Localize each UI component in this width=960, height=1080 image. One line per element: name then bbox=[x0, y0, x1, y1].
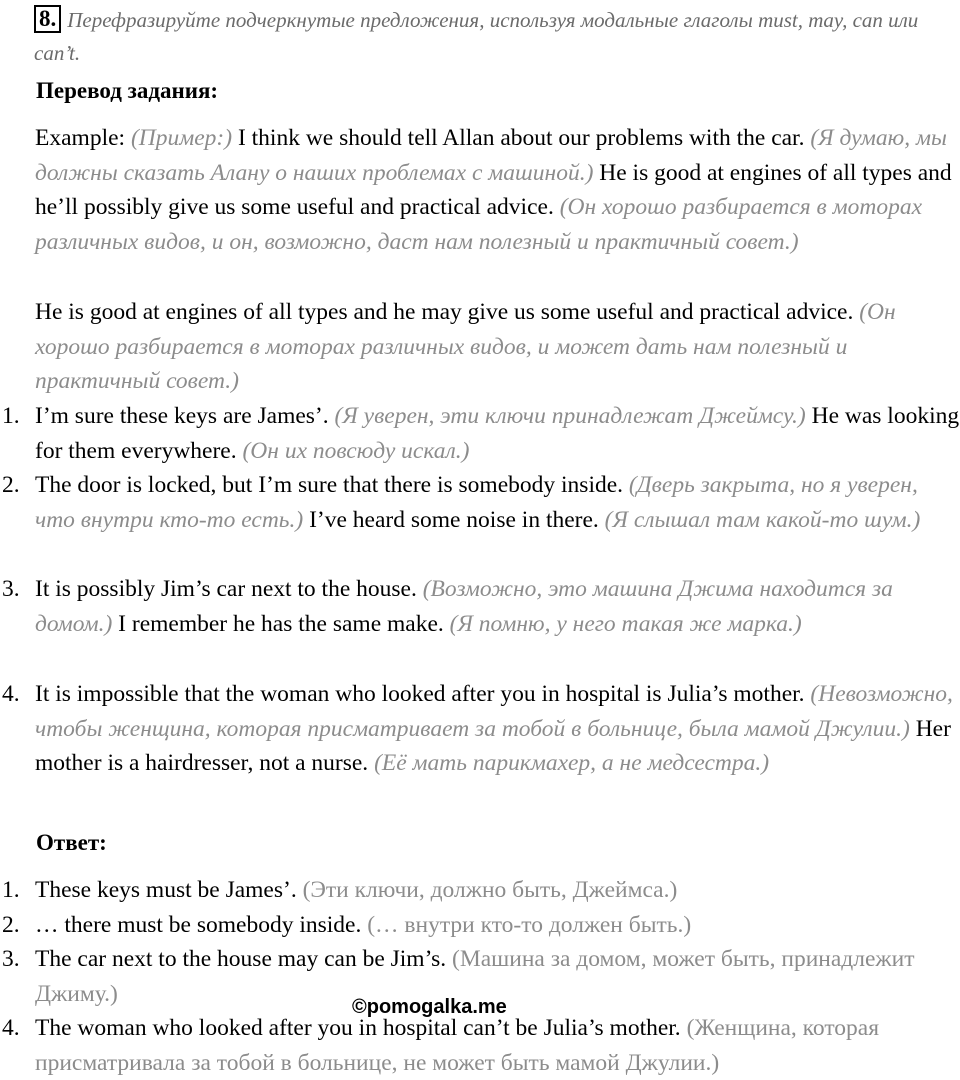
item-translation: (Её мать парикмахер, а не медсестра.) bbox=[374, 750, 770, 777]
watermark: ©pomogalka.me bbox=[352, 996, 507, 1018]
answer-sentence: … there must be somebody inside. bbox=[35, 912, 362, 938]
answer-number: 4. bbox=[2, 1015, 20, 1041]
item-number: 4. bbox=[2, 681, 20, 707]
example-sentence-2-ru: (Он хорошо разбирается в моторах различных видов, и он, возможно, даст нам полезный и практичный совет.) bbox=[35, 194, 923, 255]
item-sentence: The door is locked, but I’m sure that there is somebody inside. bbox=[35, 472, 624, 498]
item-number: 3. bbox=[2, 576, 20, 602]
example-paragraph bbox=[35, 121, 960, 259]
answer-heading: Ответ: bbox=[36, 830, 107, 855]
item-translation: (Я помню, у него такая же марка.) bbox=[449, 610, 802, 637]
item-translation: (Возможно, это машина Джима находится за домом.) bbox=[35, 576, 893, 637]
example-label-ru: (Пример:) bbox=[130, 125, 233, 151]
answer-sentence: The car next to the house may can be Jim’s. bbox=[35, 946, 447, 972]
item-translation: (Он их повсюду искал.) bbox=[242, 437, 470, 464]
example-answer-ru: (Он хорошо разбирается в моторах различных видов, и может дать нам полезный и практичный совет.) bbox=[35, 299, 896, 395]
item-translation: (Я уверен, эти ключи принадлежат Джеймсу.) bbox=[334, 403, 806, 429]
answer-sentence: The woman who looked after you in hospital can’t be Julia’s mother. bbox=[35, 1015, 681, 1041]
item-sentence: I’ve heard some noise in there. bbox=[309, 506, 599, 533]
item-translation: (Я слышал там какой-то шум.) bbox=[604, 506, 921, 533]
item-sentence: It is impossible that the woman who looked after you in hospital is Julia’s mother. bbox=[35, 681, 805, 707]
item-sentence: It is possibly Jim’s car next to the house. bbox=[35, 576, 417, 602]
answer-number: 2. bbox=[2, 912, 20, 938]
answer-translation: (Эти ключи, должно быть, Джеймса.) bbox=[302, 877, 678, 903]
example-sentence-2: He is good at engines of all types and he’ll possibly give us some useful and practical advice. bbox=[35, 159, 952, 221]
answer-translation: (Женщина, которая присматривала за тобой в больнице, не может быть мамой Джулии.) bbox=[35, 1015, 880, 1076]
item-translation: (Дверь закрыта, но я уверен, что внутри кто-то есть.) bbox=[35, 472, 918, 533]
example-label: Example: bbox=[35, 125, 126, 151]
example-answer-en: He is good at engines of all types and he may give us some useful and practical advice. bbox=[35, 299, 854, 325]
item-sentence: I remember he has the same make. bbox=[118, 610, 444, 637]
answer-translation: (Машина за домом, может быть, принадлежит Джиму.) bbox=[35, 946, 915, 1007]
answer-number: 1. bbox=[2, 877, 20, 903]
item-number: 1. bbox=[2, 403, 20, 429]
answer-translation: (… внутри кто-то должен быть.) bbox=[367, 912, 692, 938]
example-answer bbox=[35, 295, 960, 399]
answer-sentence: These keys must be James’. bbox=[35, 877, 297, 903]
item-sentence: I’m sure these keys are James’. bbox=[35, 403, 329, 429]
task-number: 8. bbox=[34, 5, 61, 33]
task-text: Перефразируйте подчеркнутые предложения, используя модальные глаголы must, may, can или can’t. bbox=[34, 8, 919, 65]
item-translation: (Невозможно, чтобы женщина, которая присматривает за тобой в больнице, была мамой Джулии.) bbox=[35, 681, 953, 742]
answer-number: 3. bbox=[2, 946, 20, 972]
item-number: 2. bbox=[2, 472, 20, 498]
translation-heading: Перевод задания: bbox=[36, 78, 219, 103]
example-sentence-1-ru: (Я думаю, мы должны сказать Алану о наших проблемах с машиной.) bbox=[35, 125, 947, 186]
task-instruction bbox=[34, 4, 954, 70]
item-sentence: He was looking for them everywhere. bbox=[35, 403, 960, 464]
example-sentence-1: I think we should tell Allan about our problems with the car. bbox=[237, 125, 805, 151]
item-sentence: Her mother is a hairdresser, not a nurse. bbox=[35, 715, 951, 777]
